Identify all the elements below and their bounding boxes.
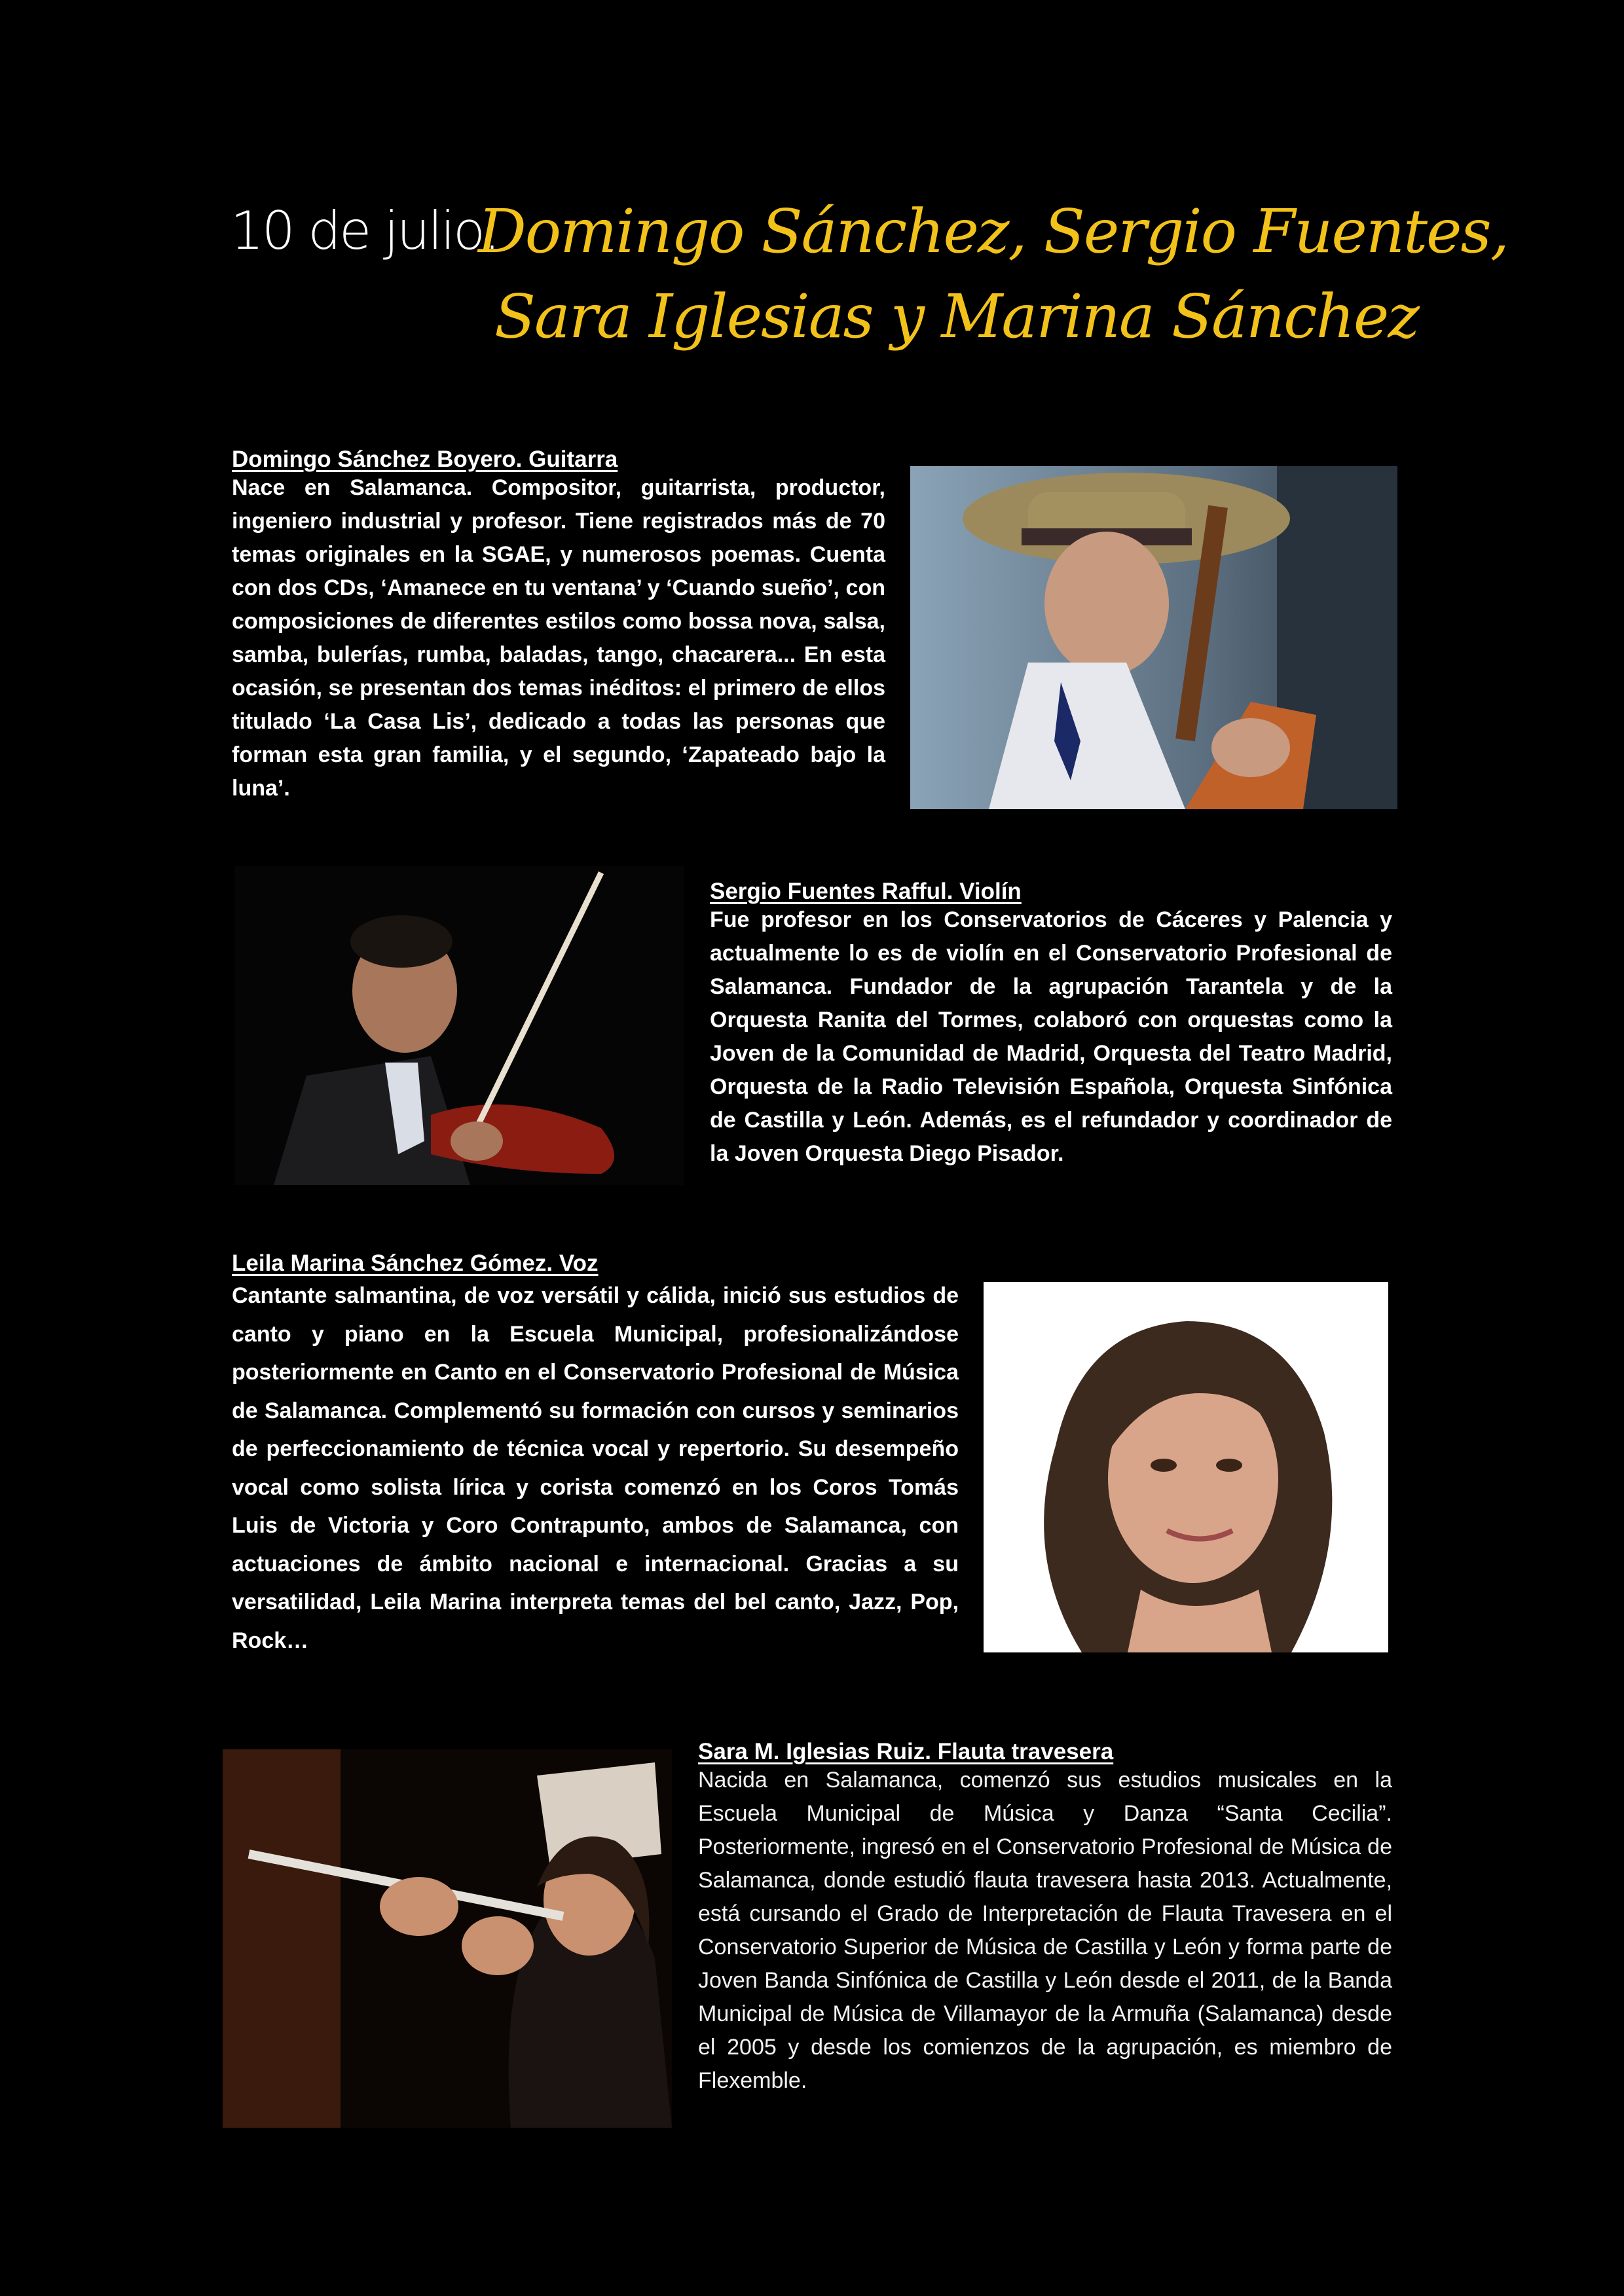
photo-guitarist [910, 466, 1397, 809]
section-heading: Sara M. Iglesias Ruiz. Flauta travesera [698, 1739, 1114, 1764]
section-heading: Sergio Fuentes Rafful. Violín [710, 879, 1022, 904]
title-performers-line-1: Domingo Sánchez, Sergio Fuentes, [478, 196, 1508, 266]
section-domingo [232, 446, 885, 805]
section-heading: Domingo Sánchez Boyero. Guitarra [232, 446, 618, 472]
photo-flutist [223, 1749, 672, 2128]
title-performers-line-2: Sara Iglesias y Marina Sánchez [494, 282, 1418, 352]
title-date: 10 de julio: [231, 200, 499, 261]
section-sara [698, 1739, 1392, 2098]
section-sergio [710, 879, 1392, 1171]
section-heading: Leila Marina Sánchez Gómez. Voz [232, 1250, 599, 1276]
photo-violinist [234, 866, 684, 1185]
section-text: Nace en Salamanca. Compositor, guitarrista, productor, ingeniero industrial y profesor. Tiene registrados más de 70 temas originales en la SGAE, y numerosos poemas. Cuenta con dos CDs, ‘Amanece en tu ventana’ y ‘Cuando sueño’, con composiciones de diferentes estilos como bossa nova, salsa, samba, bulerías, rumba, baladas, tango, chacarera... En esta ocasión, se presentan dos temas inéditos: el primero de ellos titulado ‘La Casa Lis’, dedicado a todas las personas que forman esta gran familia, y el segundo, ‘Zapateado bajo la luna’. [232, 475, 885, 801]
section-leila-marina [232, 1250, 959, 1660]
section-text: Cantante salmantina, de voz versátil y cálida, inició sus estudios de canto y piano en la Escuela Municipal, profesionalizándose posteriormente en Canto en el Conservatorio Profesional de Música de Salamanca. Complementó su formación con cursos y seminarios de perfeccionamiento de técnica vocal y repertorio. Su desempeño vocal como solista lírica y corista comenzó en los Coros Tomás Luis de Victoria y Coro Contrapunto, ambos de Salamanca, con actuaciones de ámbito nacional e internacional. Gracias a su versatilidad, Leila Marina interpreta temas del bel canto, Jazz, Pop, Rock… [232, 1283, 959, 1653]
photo-singer [984, 1282, 1388, 1652]
section-text: Fue profesor en los Conservatorios de Cáceres y Palencia y actualmente lo es de violín en el Conservatorio Profesional de Salamanca. Fundador de la agrupación Tarantela y de la Orquesta Ranita del Tormes, colaboró con orquestas como la Joven de la Comunidad de Madrid, Orquesta del Teatro Madrid, Orquesta de la Radio Televisión Española, Orquesta Sinfónica de Castilla y León. Además, es el refundador y coordinador de la Joven Orquesta Diego Pisador. [710, 907, 1392, 1166]
section-text: Nacida en Salamanca, comenzó sus estudios musicales en la Escuela Municipal de Música y Danza “Santa Cecilia”. Posteriormente, ingresó en el Conservatorio Profesional de Música de Salamanca, donde estudió flauta travesera hasta 2013. Actualmente, está cursando el Grado de Interpretación de Flauta Travesera en el Conservatorio Superior de Música de Castilla y León y forma parte de Joven Banda Sinfónica de Castilla y León desde el 2011, de la Banda Municipal de Música de Villamayor de la Armuña (Salamanca) desde el 2005 y desde los comienzos de la agrupación, es miembro de Flexemble. [698, 1768, 1392, 2093]
